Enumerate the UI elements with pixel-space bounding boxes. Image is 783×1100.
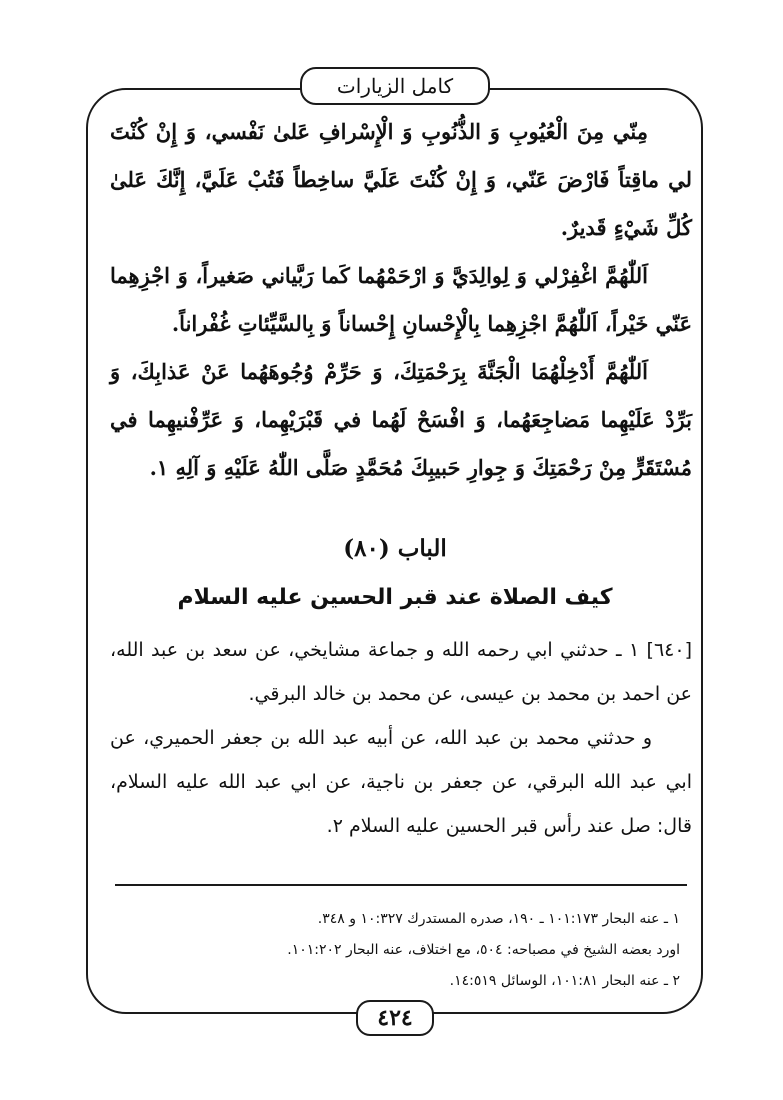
footnotes: [200, 904, 680, 997]
hadith-paragraph-1: [٦٤٠] ١ ـ حدثني ابي رحمه الله و جماعة مشايخي، عن سعد بن عبد الله، عن احمد بن محمد بن عيسى، عن محمد بن خالد البرقي.: [110, 639, 692, 705]
hadith-text: [110, 628, 692, 848]
page-number: ٤٢٤: [377, 1005, 413, 1031]
chapter-heading: الباب (٨٠): [343, 535, 447, 562]
supplication-paragraph-3: اَللّٰهُمَّ أَدْخِلْهُمَا الْجَنَّةَ بِرَحْمَتِكَ، وَ حَرِّمْ وُجُوهَهُما عَنْ عَذابِكَ، وَ بَرِّدْ عَلَيْهِما مَضاجِعَهُما، وَ افْسَحْ لَهُما في قَبْرَيْهِما، وَ عَرِّفْنيهِما في مُسْتَقَرٍّ مِنْ رَحْمَتِكَ وَ جِوارِ حَبيبِكَ مُحَمَّدٍ صَلَّى اللّٰهُ عَلَيْهِ وَ آلِهِ ١.: [110, 359, 692, 480]
page-number-tab: [356, 1000, 434, 1036]
supplication-paragraph-1: مِنّي مِنَ الْعُيُوبِ وَ الذُّنُوبِ وَ الْإِسْرافِ عَلىٰ نَفْسي، وَ إِنْ كُنْتَ لي ماقِتاً فَارْضَ عَنّي، وَ إِنْ كُنْتَ عَلَيَّ ساخِطاً فَتُبْ عَلَيَّ، إِنَّكَ عَلىٰ كُلِّ شَيْءٍ قَديرٌ.: [110, 119, 692, 240]
footnote-1: ١ ـ عنه البحار ١٠١:١٧٣ ـ ١٩٠، صدره المستدرك ١٠:٣٢٧ و ٣٤٨.: [317, 911, 680, 927]
chapter-subtitle: كيف الصلاة عند قبر الحسين عليه السلام: [177, 585, 613, 610]
footnote-2: ٢ ـ عنه البحار ١٠١:٨١، الوسائل ١٤:٥١٩.: [449, 973, 680, 989]
supplication-paragraph-2: اَللّٰهُمَّ اغْفِرْلي وَ لِوالِدَيَّ وَ ارْحَمْهُما كَما رَبَّياني صَغيراً، وَ اجْزِهِما عَنّي خَيْراً، اَللّٰهُمَّ اجْزِهِما بِالْإِحْسانِ إِحْساناً وَ بِالسَّيِّئاتِ غُفْراناً.: [110, 263, 692, 336]
book-title: كامل الزيارات: [336, 74, 454, 98]
supplication-text: [110, 108, 692, 492]
footnote-1-continued: اورد بعضه الشيخ في مصباحه: ٥٠٤، مع اختلاف، عنه البحار ١٠١:٢٠٢.: [287, 942, 680, 958]
hadith-paragraph-2: و حدثني محمد بن عبد الله، عن أبيه عبد الله بن جعفر الحميري، عن ابي عبد الله البرقي، عن جعفر بن ناجية، عن ابي عبد الله عليه السلام، قال: صل عند رأس قبر الحسين عليه السلام ٢.: [110, 727, 692, 837]
footnote-divider: [115, 884, 687, 886]
running-header: [300, 67, 490, 105]
